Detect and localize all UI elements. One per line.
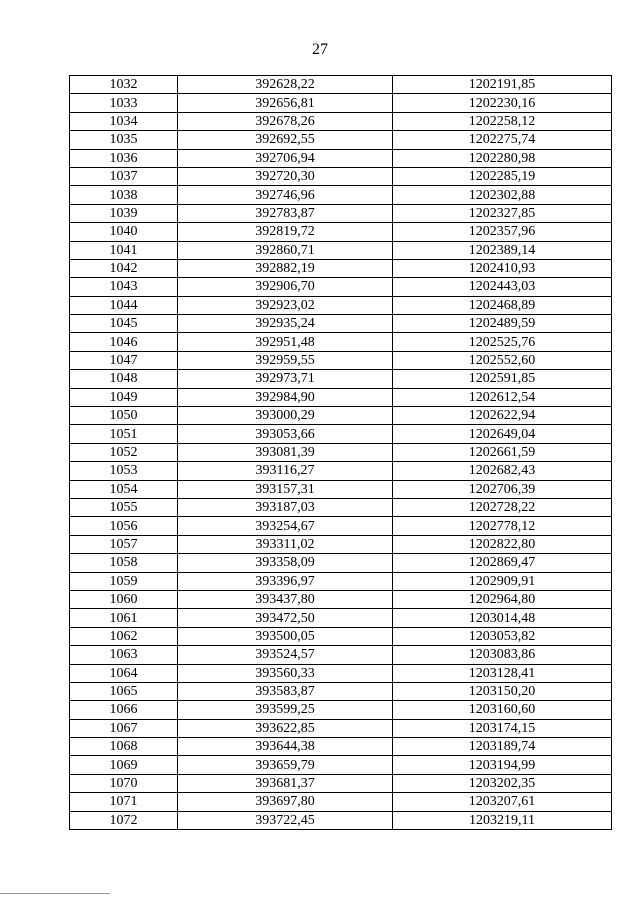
x-coordinate-cell: 393560,33	[178, 664, 393, 682]
x-coordinate-cell: 393116,27	[178, 462, 393, 480]
x-coordinate-cell: 393583,87	[178, 682, 393, 700]
x-coordinate-cell: 392746,96	[178, 186, 393, 204]
y-coordinate-cell: 1202622,94	[393, 407, 612, 425]
x-coordinate-cell: 393311,02	[178, 535, 393, 553]
point-number-cell: 1048	[70, 370, 178, 388]
x-coordinate-cell: 392628,22	[178, 76, 393, 94]
y-coordinate-cell: 1203202,35	[393, 774, 612, 792]
table-row	[70, 517, 612, 535]
table-row	[70, 572, 612, 590]
x-coordinate-cell: 392882,19	[178, 259, 393, 277]
table-row	[70, 719, 612, 737]
y-coordinate-cell: 1203219,11	[393, 811, 612, 829]
x-coordinate-cell: 392984,90	[178, 388, 393, 406]
table-row	[70, 112, 612, 130]
y-coordinate-cell: 1203053,82	[393, 627, 612, 645]
x-coordinate-cell: 392678,26	[178, 112, 393, 130]
table-row	[70, 590, 612, 608]
table-row	[70, 646, 612, 664]
y-coordinate-cell: 1202778,12	[393, 517, 612, 535]
y-coordinate-cell: 1202302,88	[393, 186, 612, 204]
x-coordinate-cell: 392819,72	[178, 223, 393, 241]
point-number-cell: 1051	[70, 425, 178, 443]
table-row	[70, 738, 612, 756]
x-coordinate-cell: 392860,71	[178, 241, 393, 259]
y-coordinate-cell: 1202869,47	[393, 554, 612, 572]
table-row	[70, 278, 612, 296]
point-number-cell: 1054	[70, 480, 178, 498]
x-coordinate-cell: 393722,45	[178, 811, 393, 829]
table-row	[70, 131, 612, 149]
x-coordinate-cell: 392923,02	[178, 296, 393, 314]
table-row	[70, 627, 612, 645]
point-number-cell: 1041	[70, 241, 178, 259]
point-number-cell: 1061	[70, 609, 178, 627]
y-coordinate-cell: 1202258,12	[393, 112, 612, 130]
y-coordinate-cell: 1202191,85	[393, 76, 612, 94]
table-row	[70, 333, 612, 351]
y-coordinate-cell: 1202661,59	[393, 443, 612, 461]
x-coordinate-cell: 393157,31	[178, 480, 393, 498]
point-number-cell: 1040	[70, 223, 178, 241]
table-row	[70, 554, 612, 572]
point-number-cell: 1057	[70, 535, 178, 553]
x-coordinate-cell: 393500,05	[178, 627, 393, 645]
y-coordinate-cell: 1202327,85	[393, 204, 612, 222]
point-number-cell: 1055	[70, 498, 178, 516]
point-number-cell: 1032	[70, 76, 178, 94]
y-coordinate-cell: 1203207,61	[393, 793, 612, 811]
point-number-cell: 1066	[70, 701, 178, 719]
table-row	[70, 259, 612, 277]
table-row	[70, 425, 612, 443]
point-number-cell: 1069	[70, 756, 178, 774]
x-coordinate-cell: 393622,85	[178, 719, 393, 737]
point-number-cell: 1063	[70, 646, 178, 664]
point-number-cell: 1062	[70, 627, 178, 645]
coordinates-table	[69, 75, 612, 830]
table-row	[70, 407, 612, 425]
y-coordinate-cell: 1202285,19	[393, 167, 612, 185]
table-row	[70, 701, 612, 719]
x-coordinate-cell: 393187,03	[178, 498, 393, 516]
x-coordinate-cell: 392959,55	[178, 351, 393, 369]
point-number-cell: 1044	[70, 296, 178, 314]
table-row	[70, 351, 612, 369]
x-coordinate-cell: 393254,67	[178, 517, 393, 535]
y-coordinate-cell: 1203128,41	[393, 664, 612, 682]
x-coordinate-cell: 393437,80	[178, 590, 393, 608]
y-coordinate-cell: 1203189,74	[393, 738, 612, 756]
table-row	[70, 682, 612, 700]
y-coordinate-cell: 1202612,54	[393, 388, 612, 406]
point-number-cell: 1072	[70, 811, 178, 829]
table-row	[70, 462, 612, 480]
y-coordinate-cell: 1202468,89	[393, 296, 612, 314]
x-coordinate-cell: 392656,81	[178, 94, 393, 112]
x-coordinate-cell: 393053,66	[178, 425, 393, 443]
x-coordinate-cell: 392706,94	[178, 149, 393, 167]
x-coordinate-cell: 393396,97	[178, 572, 393, 590]
table-row	[70, 811, 612, 829]
table-row	[70, 664, 612, 682]
point-number-cell: 1067	[70, 719, 178, 737]
table-row	[70, 186, 612, 204]
x-coordinate-cell: 392906,70	[178, 278, 393, 296]
table-row	[70, 241, 612, 259]
table-row	[70, 443, 612, 461]
x-coordinate-cell: 393472,50	[178, 609, 393, 627]
point-number-cell: 1050	[70, 407, 178, 425]
y-coordinate-cell: 1202591,85	[393, 370, 612, 388]
y-coordinate-cell: 1202489,59	[393, 315, 612, 333]
table-row	[70, 315, 612, 333]
coordinates-table-body	[70, 76, 612, 830]
x-coordinate-cell: 393524,57	[178, 646, 393, 664]
y-coordinate-cell: 1202649,04	[393, 425, 612, 443]
y-coordinate-cell: 1202525,76	[393, 333, 612, 351]
point-number-cell: 1071	[70, 793, 178, 811]
x-coordinate-cell: 393681,37	[178, 774, 393, 792]
point-number-cell: 1037	[70, 167, 178, 185]
table-row	[70, 76, 612, 94]
point-number-cell: 1036	[70, 149, 178, 167]
x-coordinate-cell: 393697,80	[178, 793, 393, 811]
x-coordinate-cell: 392935,24	[178, 315, 393, 333]
x-coordinate-cell: 393659,79	[178, 756, 393, 774]
point-number-cell: 1065	[70, 682, 178, 700]
point-number-cell: 1064	[70, 664, 178, 682]
x-coordinate-cell: 393358,09	[178, 554, 393, 572]
table-row	[70, 388, 612, 406]
point-number-cell: 1049	[70, 388, 178, 406]
y-coordinate-cell: 1203083,86	[393, 646, 612, 664]
y-coordinate-cell: 1202728,22	[393, 498, 612, 516]
table-row	[70, 94, 612, 112]
y-coordinate-cell: 1202822,80	[393, 535, 612, 553]
x-coordinate-cell: 392692,55	[178, 131, 393, 149]
y-coordinate-cell: 1203160,60	[393, 701, 612, 719]
y-coordinate-cell: 1203174,15	[393, 719, 612, 737]
y-coordinate-cell: 1202443,03	[393, 278, 612, 296]
table-row	[70, 149, 612, 167]
point-number-cell: 1060	[70, 590, 178, 608]
x-coordinate-cell: 393599,25	[178, 701, 393, 719]
point-number-cell: 1068	[70, 738, 178, 756]
x-coordinate-cell: 392720,30	[178, 167, 393, 185]
point-number-cell: 1034	[70, 112, 178, 130]
table-row	[70, 370, 612, 388]
y-coordinate-cell: 1202410,93	[393, 259, 612, 277]
y-coordinate-cell: 1202706,39	[393, 480, 612, 498]
x-coordinate-cell: 392783,87	[178, 204, 393, 222]
table-row	[70, 296, 612, 314]
y-coordinate-cell: 1202552,60	[393, 351, 612, 369]
point-number-cell: 1056	[70, 517, 178, 535]
x-coordinate-cell: 393644,38	[178, 738, 393, 756]
point-number-cell: 1070	[70, 774, 178, 792]
y-coordinate-cell: 1202909,91	[393, 572, 612, 590]
y-coordinate-cell: 1202964,80	[393, 590, 612, 608]
table-row	[70, 223, 612, 241]
point-number-cell: 1047	[70, 351, 178, 369]
y-coordinate-cell: 1202357,96	[393, 223, 612, 241]
point-number-cell: 1053	[70, 462, 178, 480]
table-row	[70, 774, 612, 792]
point-number-cell: 1038	[70, 186, 178, 204]
point-number-cell: 1042	[70, 259, 178, 277]
page-number: 27	[312, 41, 328, 58]
y-coordinate-cell: 1203150,20	[393, 682, 612, 700]
point-number-cell: 1045	[70, 315, 178, 333]
point-number-cell: 1058	[70, 554, 178, 572]
table-row	[70, 535, 612, 553]
table-row	[70, 609, 612, 627]
point-number-cell: 1035	[70, 131, 178, 149]
table-row	[70, 480, 612, 498]
point-number-cell: 1052	[70, 443, 178, 461]
x-coordinate-cell: 392951,48	[178, 333, 393, 351]
table-row	[70, 167, 612, 185]
table-row	[70, 793, 612, 811]
y-coordinate-cell: 1203014,48	[393, 609, 612, 627]
y-coordinate-cell: 1202230,16	[393, 94, 612, 112]
table-row	[70, 498, 612, 516]
y-coordinate-cell: 1203194,99	[393, 756, 612, 774]
point-number-cell: 1033	[70, 94, 178, 112]
x-coordinate-cell: 393000,29	[178, 407, 393, 425]
y-coordinate-cell: 1202280,98	[393, 149, 612, 167]
point-number-cell: 1059	[70, 572, 178, 590]
table-row	[70, 756, 612, 774]
y-coordinate-cell: 1202389,14	[393, 241, 612, 259]
point-number-cell: 1043	[70, 278, 178, 296]
point-number-cell: 1046	[70, 333, 178, 351]
x-coordinate-cell: 392973,71	[178, 370, 393, 388]
x-coordinate-cell: 393081,39	[178, 443, 393, 461]
footnote-separator	[0, 893, 110, 894]
y-coordinate-cell: 1202275,74	[393, 131, 612, 149]
y-coordinate-cell: 1202682,43	[393, 462, 612, 480]
table-row	[70, 204, 612, 222]
point-number-cell: 1039	[70, 204, 178, 222]
